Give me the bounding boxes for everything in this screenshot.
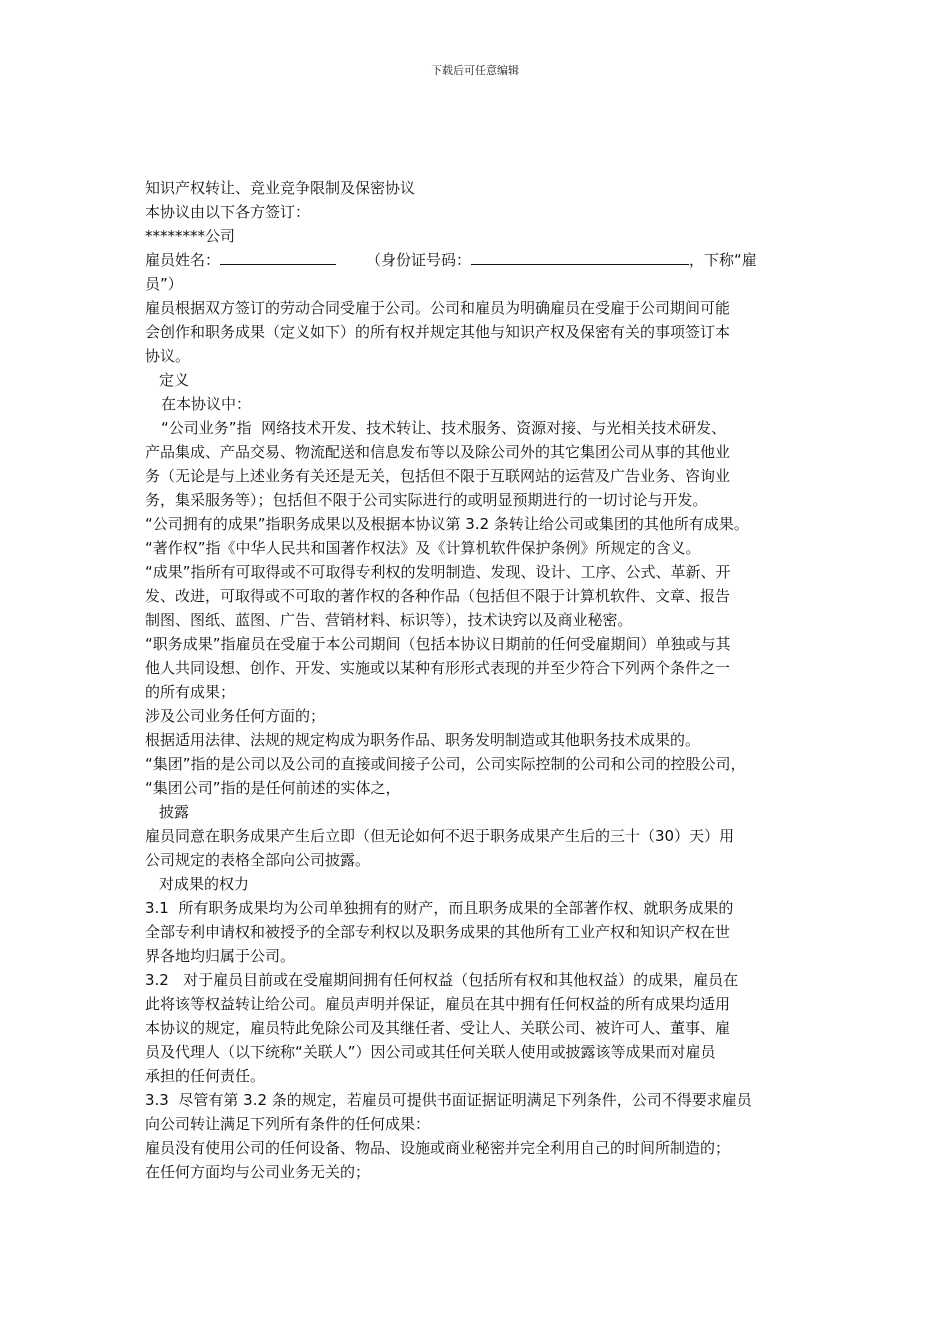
parties-intro: 本协议由以下各方签订： [145, 203, 311, 221]
document-title: 知识产权转让、竞业竞争限制及保密协议 [145, 179, 416, 197]
preamble-line: 协议。 [145, 347, 191, 365]
def-results-line: 发、改进，可取得或不可取的著作权的各种作品（包括但不限于计算机软件、文章、报告 [145, 587, 731, 605]
employee-name-blank[interactable] [220, 248, 336, 265]
employee-id-blank[interactable] [471, 248, 689, 265]
def-business-line: 务，集采服务等）；包括但不限于公司实际进行的或明显预期进行的一切讨论与开发。 [145, 491, 708, 509]
preamble-line: 会创作和职务成果（定义如下）的所有权并规定其他与知识产权及保密有关的事项签订本 [145, 323, 731, 341]
section-heading-rights: 对成果的权力 [159, 875, 250, 893]
def-group-line: “集团”指的是公司以及公司的直接或间接子公司，公司实际控制的公司和公司的控股公司， [145, 755, 746, 773]
clause-3-2-line: 3.2 对于雇员目前或在受雇期间拥有任何权益（包括所有权和其他权益）的成果，雇员在 [145, 971, 739, 989]
header-note: 下载后可任意编辑 [431, 64, 519, 77]
def-owned-results: “公司拥有的成果”指职务成果以及根据本协议第 3.2 条转让给公司或集团的其他所有成果。 [145, 515, 749, 533]
exception-1: 雇员没有使用公司的任何设备、物品、设施或商业秘密并完全利用自己的时间所制造的； [145, 1139, 731, 1157]
exception-2: 在任何方面均与公司业务无关的； [145, 1163, 371, 1181]
employee-name-label: 雇员姓名： [145, 251, 221, 269]
clause-3-2-line: 此将该等权益转让给公司。雇员声明并保证，雇员在其中拥有任何权益的所有成果均适用 [145, 995, 731, 1013]
clause-3-1-line: 3.1 所有职务成果均为公司单独拥有的财产，而且职务成果的全部著作权、就职务成果的 [145, 899, 734, 917]
def-service-results-line: 的所有成果； [145, 683, 236, 701]
def-copyright: “著作权”指《中华人民共和国著作权法》及《计算机软件保护条例》所规定的含义。 [145, 539, 701, 557]
definitions-intro: 在本协议中： [161, 395, 252, 413]
company-name: ********公司 [145, 227, 236, 245]
clause-3-3-line: 3.3 尽管有第 3.2 条的规定，若雇员可提供书面证据证明满足下列条件，公司不得要求雇员 [145, 1091, 752, 1109]
employee-alias-end: 员”） [145, 275, 183, 293]
def-business-line: 产品集成、产品交易、物流配送和信息发布等以及除公司外的其它集团公司从事的其他业 [145, 443, 731, 461]
condition-1: 涉及公司业务任何方面的； [145, 707, 326, 725]
section-heading-disclosure: 披露 [159, 803, 190, 821]
employee-info-line [145, 248, 813, 272]
def-business-line: 务（无论是与上述业务有关还是无关，包括但不限于互联网站的运营及广告业务、咨询业 [145, 467, 731, 485]
def-service-results-line: 他人共同设想、创作、开发、实施或以某种有形形式表现的并至少符合下列两个条件之一 [145, 659, 731, 677]
condition-2: 根据适用法律、法规的规定构成为职务作品、职务发明制造或其他职务技术成果的。 [145, 731, 701, 749]
section-heading-definitions: 定义 [159, 371, 190, 389]
def-group-line: “集团公司”指的是任何前述的实体之， [145, 779, 401, 797]
disclosure-line: 公司规定的表格全部向公司披露。 [145, 851, 371, 869]
preamble-line: 雇员根据双方签订的劳动合同受雇于公司。公司和雇员为明确雇员在受雇于公司期间可能 [145, 299, 731, 317]
disclosure-line: 雇员同意在职务成果产生后立即（但无论如何不迟于职务成果产生后的三十（30）天）用 [145, 827, 735, 845]
employee-alias-suffix: ，下称“雇 [689, 251, 757, 269]
def-results-line: “成果”指所有可取得或不可取得专利权的发明制造、发现、设计、工序、公式、革新、开 [145, 563, 731, 581]
clause-3-3-line: 向公司转让满足下列所有条件的任何成果： [145, 1115, 431, 1133]
employee-id-label: （身份证号码： [366, 251, 472, 269]
def-results-line: 制图、图纸、蓝图、广告、营销材料、标识等），技术诀窍以及商业秘密。 [145, 611, 633, 629]
clause-3-2-line: 员及代理人（以下统称“关联人”）因公司或其任何关联人使用或披露该等成果而对雇员 [145, 1043, 716, 1061]
clause-3-2-line: 本协议的规定，雇员特此免除公司及其继任者、受让人、关联公司、被许可人、董事、雇 [145, 1019, 731, 1037]
clause-3-1-line: 界各地均归属于公司。 [145, 947, 296, 965]
def-business-line: “公司业务”指 网络技术开发、技术转让、技术服务、资源对接、与光相关技术研发、 [161, 419, 727, 437]
clause-3-1-line: 全部专利申请权和被授予的全部专利权以及职务成果的其他所有工业产权和知识产权在世 [145, 923, 731, 941]
def-service-results-line: “职务成果”指雇员在受雇于本公司期间（包括本协议日期前的任何受雇期间）单独或与其 [145, 635, 731, 653]
document-body [145, 176, 813, 1184]
clause-3-2-line: 承担的任何责任。 [145, 1067, 266, 1085]
